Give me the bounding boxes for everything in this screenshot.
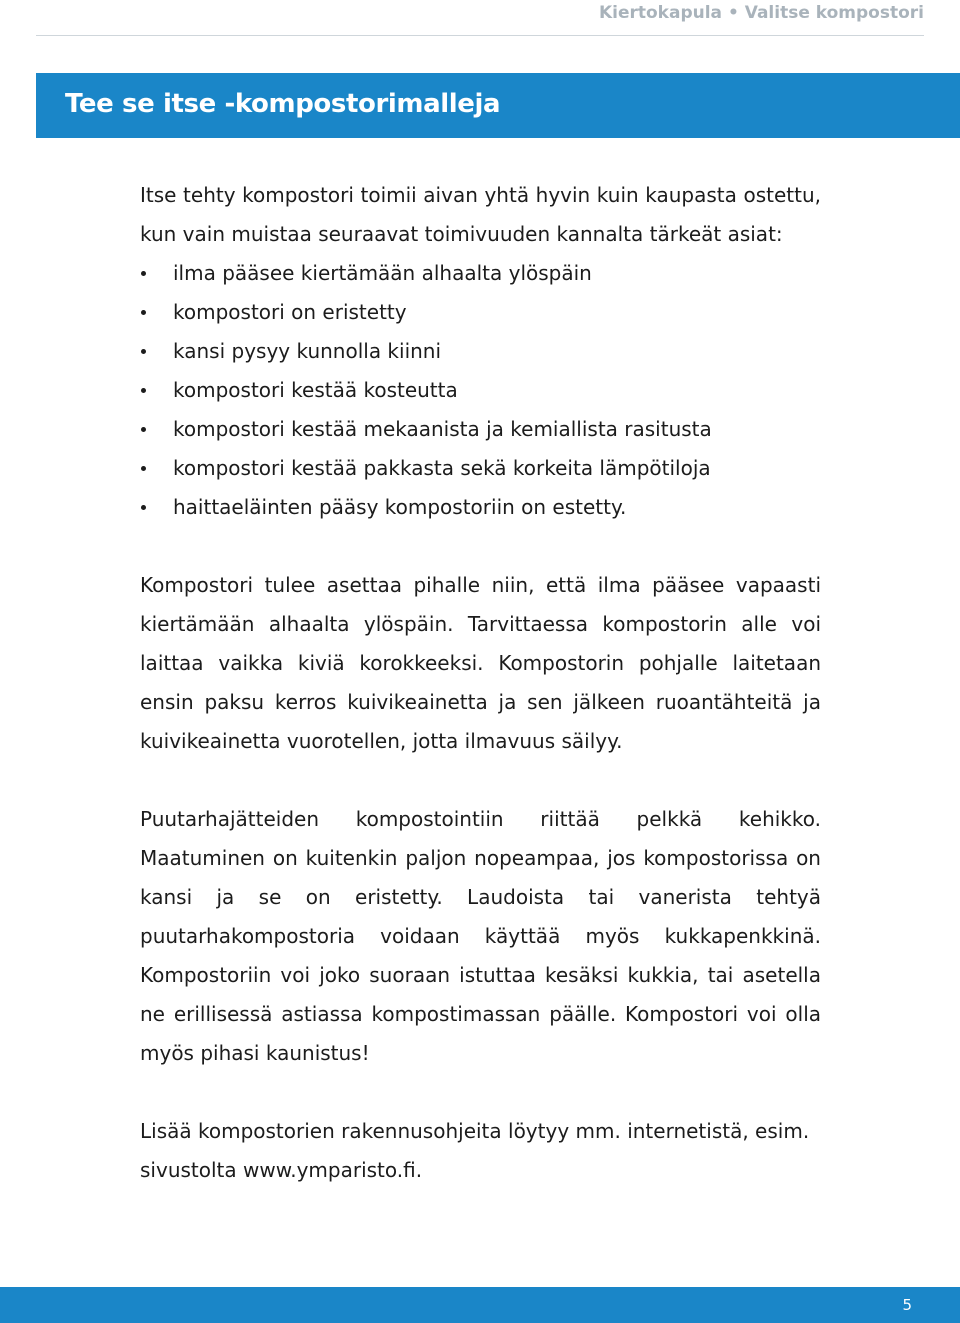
main-content bbox=[140, 176, 821, 1190]
list-item: haittaeläinten pääsy kompostoriin on estetty. bbox=[140, 488, 821, 527]
footer-bar bbox=[0, 1287, 960, 1323]
running-header: Kiertokapula • Valitse kompostori bbox=[598, 3, 924, 23]
list-item: kompostori kestää pakkasta sekä korkeita lämpötiloja bbox=[140, 449, 821, 488]
title-banner bbox=[36, 73, 960, 138]
list-item: kompostori kestää mekaanista ja kemiallista rasitusta bbox=[140, 410, 821, 449]
page-number: 5 bbox=[902, 1296, 912, 1314]
garden-compost-paragraph: Puutarhajätteiden kompostointiin riittää pelkkä kehikko. Maatuminen on kuitenkin paljon nopeampaa, jos kompostorissa on kansi ja se on eristetty. Laudoista tai vanerista tehtyä puutarhakompostoria voidaan käyttää myös kukkapenkkinä. Kompostoriin voi joko suoraan istuttaa kesäksi kukkia, tai asetella ne erillisessä astiassa kompostimassan päälle. Kompostori voi olla myös pihasi kaunistus! bbox=[140, 807, 821, 1065]
list-item: ilma pääsee kiertämään alhaalta ylöspäin bbox=[140, 254, 821, 293]
list-item: kompostori kestää kosteutta bbox=[140, 371, 821, 410]
placement-paragraph: Kompostori tulee asettaa pihalle niin, että ilma pääsee vapaasti kiertämään alhaalta ylöspäin. Tarvittaessa kompostorin alle voi laittaa vaikka kiviä korokkeeksi. Kompostorin pohjalle laitetaan ensin paksu kerros kuivikeainetta ja sen jälkeen ruoantähteitä ja kuivikeainetta vuorotellen, jotta ilmavuus säilyy. bbox=[140, 573, 821, 753]
spacer bbox=[140, 527, 821, 566]
intro-paragraph: Itse tehty kompostori toimii aivan yhtä hyvin kuin kaupasta ostettu, kun vain muistaa seuraavat toimivuuden kannalta tärkeät asiat: bbox=[140, 183, 821, 246]
page-title: Tee se itse -kompostorimalleja bbox=[65, 89, 501, 119]
more-info-paragraph: Lisää kompostorien rakennusohjeita löytyy mm. internetistä, esim. sivustolta www.ymparisto.fi. bbox=[140, 1119, 810, 1182]
spacer bbox=[140, 1073, 821, 1112]
list-item: kansi pysyy kunnolla kiinni bbox=[140, 332, 821, 371]
list-item: kompostori on eristetty bbox=[140, 293, 821, 332]
requirements-list bbox=[140, 254, 821, 527]
header-divider bbox=[36, 35, 924, 36]
spacer bbox=[140, 761, 821, 800]
